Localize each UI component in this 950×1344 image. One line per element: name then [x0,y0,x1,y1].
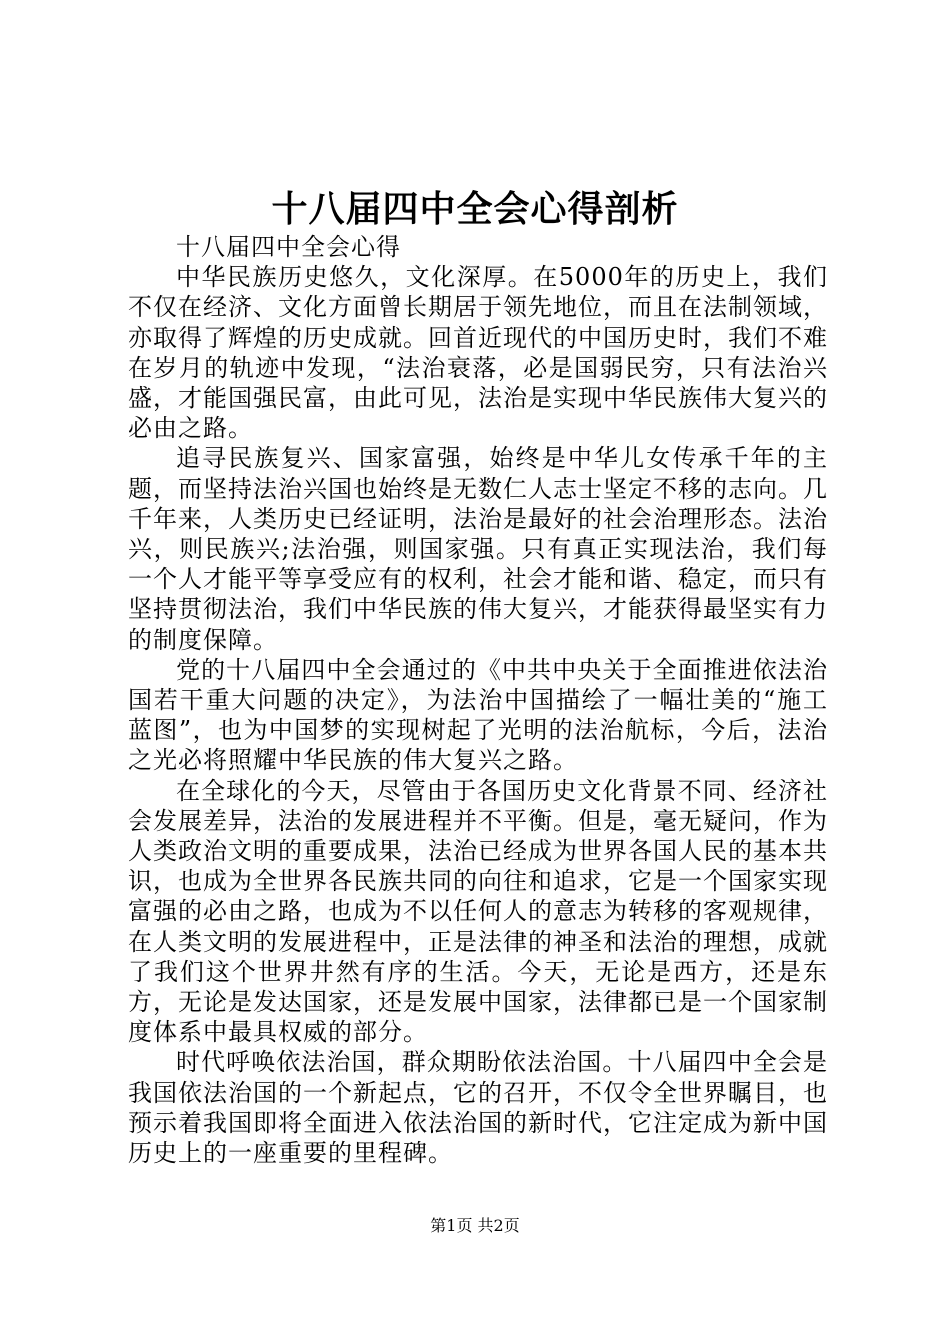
body-paragraph: 在全球化的今天，尽管由于各国历史文化背景不同、经济社会发展差异，法治的发展进程并不平衡。但是，毫无疑问，作为人类政治文明的重要成果，法治已经成为世界各国人民的基本共识，也成为全世界各民族共同的向往和追求，它是一个国家实现富强的必由之路，也成为不以任何人的意志为转移的客观规律，在人类文明的发展进程中，正是法律的神圣和法治的理想，成就了我们这个世界井然有序的生活。今天，无论是西方，还是东方，无论是发达国家，还是发展中国家，法律都已是一个国家制度体系中最具权威的部分。 [128,776,828,1047]
body-paragraph: 时代呼唤依法治国，群众期盼依法治国。十八届四中全会是我国依法治国的一个新起点，它的召开，不仅令全世界瞩目，也预示着我国即将全面进入依法治国的新时代，它注定成为新中国历史上的一座重要的里程碑。 [128,1048,828,1168]
page-footer: 第1页 共2页 [430,1216,520,1235]
document-title: 十八届四中全会心得剖析 [271,188,679,230]
subtitle-paragraph: 十八届四中全会心得 [176,233,401,261]
body-paragraph: 追寻民族复兴、国家富强，始终是中华儿女传承千年的主题，而坚持法治兴国也始终是无数仁人志士坚定不移的志向。几千年来，人类历史已经证明，法治是最好的社会治理形态。法治兴，则民族兴;法治强，则国家强。只有真正实现法治，我们每一个人才能平等享受应有的权利，社会才能和谐、稳定，而只有坚持贯彻法治，我们中华民族的伟大复兴，才能获得最坚实有力的制度保障。 [128,444,828,654]
body-paragraph: 党的十八届四中全会通过的《中共中央关于全面推进依法治国若干重大问题的决定》，为法治中国描绘了一幅壮美的“施工蓝图”，也为中国梦的实现树起了光明的法治航标，今后，法治之光必将照耀中华民族的伟大复兴之路。 [128,655,828,775]
body-paragraph: 中华民族历史悠久，文化深厚。在5000年的历史上，我们不仅在经济、文化方面曾长期居于领先地位，而且在法制领域，亦取得了辉煌的历史成就。回首近现代的中国历史时，我们不难在岁月的轨迹中发现，“法治衰落，必是国弱民穷，只有法治兴盛，才能国强民富，由此可见，法治是实现中华民族伟大复兴的必由之路。 [128,263,828,443]
document-body [128,232,828,1168]
